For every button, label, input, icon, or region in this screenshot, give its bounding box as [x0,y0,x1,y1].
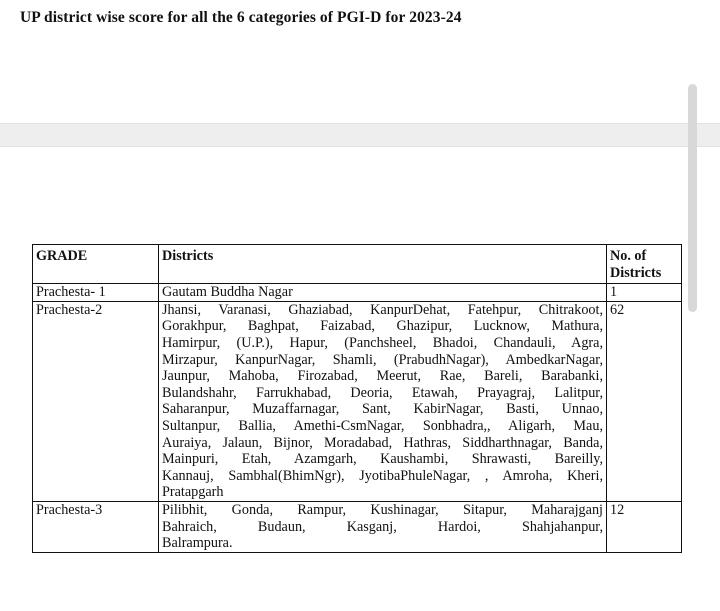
grade-table [32,244,682,553]
grade-cell: Prachesta-3 [33,501,159,552]
count-cell: 1 [607,284,682,302]
district-line: Mainpuri, Etah, Azamgarh, Kaushambi, Shrawasti, Bareilly, [162,451,603,468]
district-line: Sultanpur, Ballia, Amethi-CsmNagar, Sonbhadra,, Aligarh, Mau, [162,417,603,434]
districts-cell [159,501,607,552]
district-line: Bahraich, Budaun, Kasganj, Hardoi, Shahjahanpur, [162,518,603,535]
grade-cell: Prachesta- 1 [33,284,159,302]
header-grade: GRADE [33,245,159,284]
table-row [33,501,682,552]
district-line: Balrampura. [162,535,233,552]
districts-cell [159,301,607,501]
page-title: UP district wise score for all the 6 categories of PGI-D for 2023-24 [20,9,462,26]
header-count: No. of Districts [607,245,682,284]
districts-cell [159,284,607,302]
table-row [33,284,682,302]
table-row [33,301,682,501]
district-line: Jaunpur, Mahoba, Firozabad, Meerut, Rae, Bareli, Barabanki, [162,368,603,385]
district-line: Pratapgarh [162,484,224,501]
count-cell: 12 [607,501,682,552]
district-line: Hamirpur, (U.P.), Hapur, (Panchsheel, Bhadoi, Chandauli, Agra, [162,334,603,351]
table-header-row [33,245,682,284]
district-line: Kannauj, Sambhal(BhimNgr), JyotibaPhuleNagar, , Amroha, Kheri, [162,467,603,484]
district-line: Mirzapur, KanpurNagar, Shamli, (PrabudhNagar), AmbedkarNagar, [162,351,603,368]
district-line: Saharanpur, Muzaffarnagar, Sant, KabirNagar, Basti, Unnao, [162,401,603,418]
district-line: Auraiya, Jalaun, Bijnor, Moradabad, Hathras, Siddharthnagar, Banda, [162,434,603,451]
district-line: Gautam Buddha Nagar [162,284,293,301]
toolbar-band [0,123,720,147]
scrollbar[interactable] [688,84,697,312]
grade-cell: Prachesta-2 [33,301,159,501]
district-line: Gorakhpur, Baghpat, Faizabad, Ghazipur, Lucknow, Mathura, [162,318,603,335]
district-line: Pilibhit, Gonda, Rampur, Kushinagar, Sitapur, Maharajganj [162,501,603,518]
district-line: Jhansi, Varanasi, Ghaziabad, KanpurDehat, Fatehpur, Chitrakoot, [162,301,603,318]
district-line: Bulandshahr, Farrukhabad, Deoria, Etawah, Prayagraj, Lalitpur, [162,384,603,401]
count-cell: 62 [607,301,682,501]
header-districts: Districts [159,245,607,284]
